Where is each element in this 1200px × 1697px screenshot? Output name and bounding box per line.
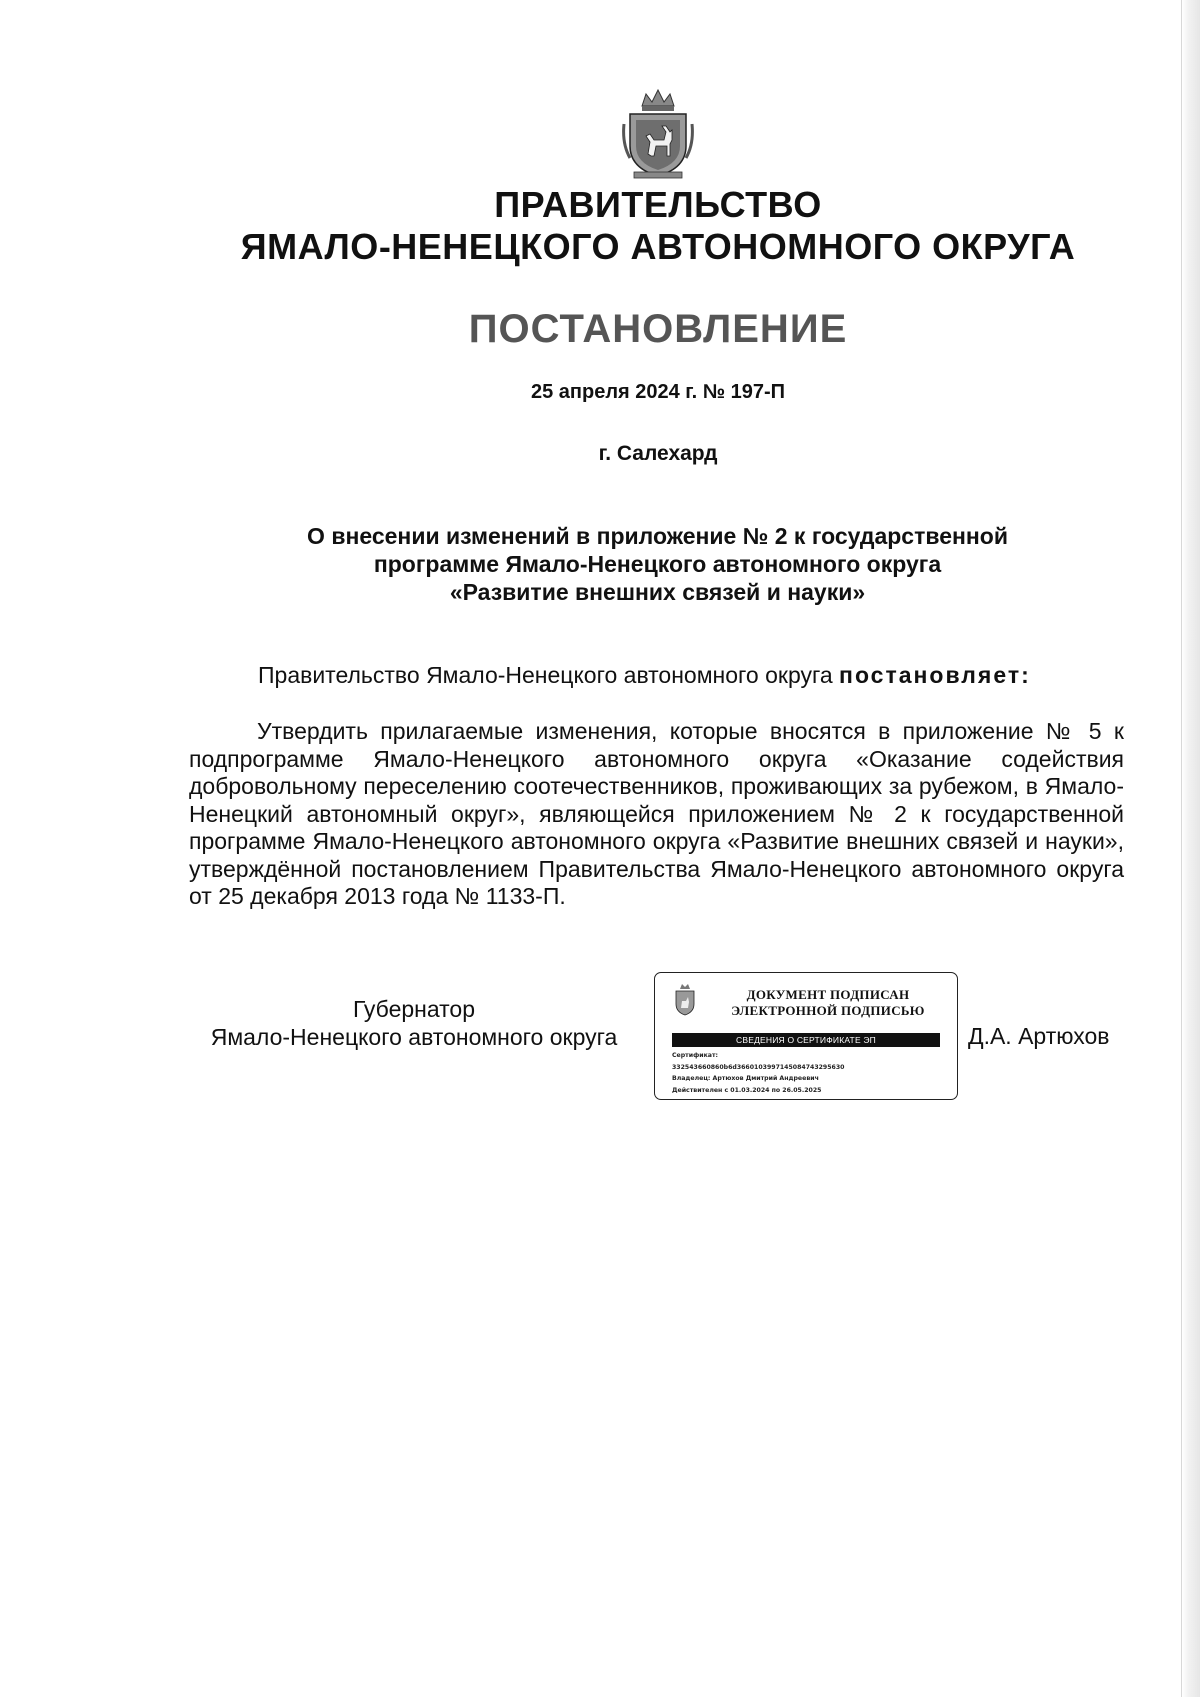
resolution-body: Утвердить прилагаемые изменения, которые вносятся в приложение № 5 к подпрограмме Ямало-Ненецкого автономного округа «Оказание содействия добровольному переселению соотечественников, проживающих за рубежом, в Ямало-Ненецкий автономный округ», являющейся приложением № 2 к государственной программе Ямало-Ненецкого автономного округа «Развитие внешних связей и науки», утверждённой постановлением Правительства Ямало-Ненецкого автономного округа от 25 декабря 2013 года № 1133-П. — [189, 718, 1124, 909]
resolution-intro-text: Правительство Ямало-Ненецкого автономного округа — [258, 662, 833, 688]
resolution-intro — [258, 662, 1031, 689]
subject-line: «Развитие внешних связей и науки» — [449, 579, 866, 605]
stamp-certificate-value: 332543660860b6d3660103997145084743295630 — [672, 1063, 845, 1071]
stamp-certificate-label: Сертификат: — [672, 1052, 718, 1059]
stamp-validity: Действителен с 01.03.2024 по 26.05.2025 — [672, 1086, 822, 1094]
stamp-title-line: ЭЛЕКТРОННОЙ ПОДПИСЬЮ — [731, 1003, 925, 1018]
document-date-number: 25 апреля 2024 г. № 197-П — [530, 381, 786, 403]
document-city: г. Салехард — [598, 442, 718, 465]
stamp-title-line: ДОКУМЕНТ ПОДПИСАН — [746, 987, 910, 1002]
stamp-details — [672, 1050, 947, 1096]
signatory-position-line: Губернатор — [352, 996, 476, 1022]
document-type: ПОСТАНОВЛЕНИЕ — [468, 307, 848, 351]
document-subject — [190, 522, 1125, 606]
government-title-line2: ЯМАЛО-НЕНЕЦКОГО АВТОНОМНОГО ОКРУГА — [240, 226, 1076, 267]
e-signature-stamp — [654, 972, 958, 1100]
subject-line: программе Ямало-Ненецкого автономного округа — [373, 551, 942, 577]
yamal-nenets-coat-of-arms-icon — [620, 84, 696, 180]
signatory-position — [189, 995, 639, 1051]
stamp-title — [713, 987, 943, 1019]
government-title-line1: ПРАВИТЕЛЬСТВО — [494, 184, 822, 225]
stamp-certificate-bar: СВЕДЕНИЯ О СЕРТИФИКАТЕ ЭП — [672, 1033, 940, 1047]
subject-line: О внесении изменений в приложение № 2 к государственной — [307, 523, 1008, 549]
resolution-verb: постановляет: — [839, 662, 1031, 688]
stamp-owner: Владелец: Артюхов Дмитрий Андреевич — [672, 1075, 819, 1082]
signatory-name: Д.А. Артюхов — [968, 1023, 1110, 1049]
signatory-position-line: Ямало-Ненецкого автономного округа — [210, 1024, 618, 1050]
coat-of-arms-small-icon — [673, 983, 697, 1017]
